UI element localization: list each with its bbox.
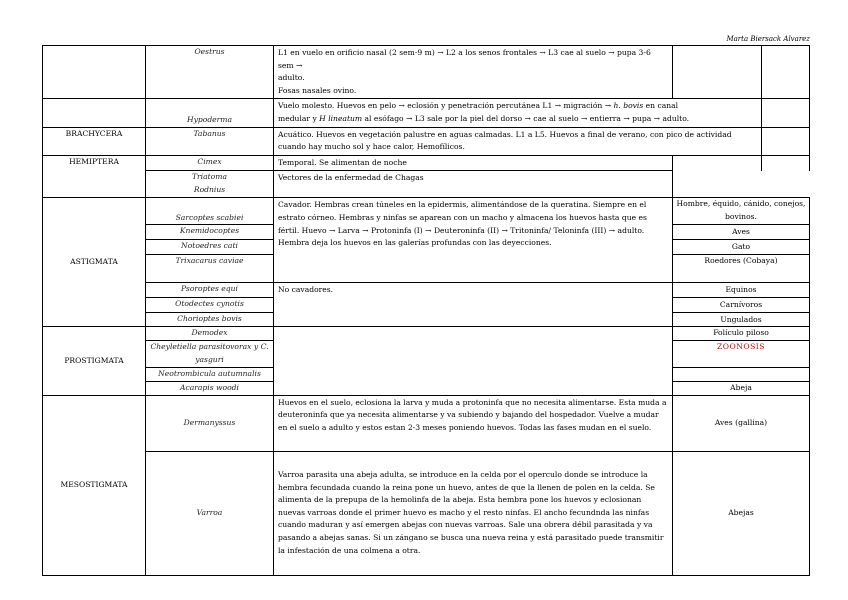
host-cell-empty bbox=[673, 171, 762, 198]
description-oestrus bbox=[274, 46, 673, 99]
extra-cell bbox=[762, 127, 810, 155]
order-brachycera: BRACHYCERA bbox=[43, 127, 146, 155]
species-triatoma-rodnius bbox=[146, 171, 274, 198]
table-row bbox=[43, 46, 810, 99]
author-name: Marta Biersack Alvarez bbox=[726, 35, 810, 43]
description-cavadores: Cavador. Hembras crean túneles en la epidermis, alimentándose de la queratina. Siempre en el estrato córneo. Hembras y ninfas se aparean con un macho y almacena los huevos hasta que es fértil. Huevo → Larva → Protoninfa (I) → Deuteroninfa (II) → Tritoninfa/ Teloninfa (III) → adulto. Hembra deja los huevos en las galerías profundas con las deyecciones. bbox=[274, 198, 673, 283]
description-dermanyssus: Huevos en el suelo, eclosiona la larva y muda a protoninfa que no necesita alimentarse. Esta muda a deuteroninfa que ya necesita alimentarse y va subiendo y bajando del hospedador. Vuelve a mudar en el suelo a adulto y estos estan 2-3 meses poniendo huevos. Todas las fases mudan en el suelo. bbox=[274, 395, 673, 451]
host-cell-empty bbox=[673, 155, 762, 171]
species-trixacarus: Trixacarus caviae bbox=[146, 255, 274, 283]
host-varroa: Abejas bbox=[673, 451, 810, 575]
host-notoedres: Gato bbox=[673, 240, 810, 255]
extra-cell bbox=[762, 99, 810, 127]
species-knemidocoptes: Knemidocoptes bbox=[146, 225, 274, 240]
hypoderma-text-a: Vuelo molesto. Huevos en pelo → eclosión y penetración percutánea L1 → migración → bbox=[278, 101, 614, 111]
table-row bbox=[43, 451, 810, 575]
species-neotrombicula: Neotrombicula autumnalis bbox=[146, 367, 274, 381]
extra-cell bbox=[762, 155, 810, 171]
description-cimex: Temporal. Se alimentan de noche bbox=[274, 155, 673, 171]
description-triatoma: Vectores de la enfermedad de Chagas bbox=[274, 171, 673, 198]
extra-cell bbox=[762, 46, 810, 99]
table-row bbox=[43, 127, 810, 155]
species-sarcoptes: Sarcoptes scabiei bbox=[146, 198, 274, 225]
species-cheyletiella: Cheyletiella parasitovorax y C. yasguri bbox=[146, 340, 274, 367]
host-psoroptes: Equinos bbox=[673, 283, 810, 298]
description-no-cavadores: No cavadores. bbox=[274, 283, 673, 327]
species-otodectes: Otodectes cynotis bbox=[146, 298, 274, 313]
zoonosis-label: ZOONOSIS bbox=[716, 341, 765, 351]
table-row bbox=[43, 171, 810, 198]
host-trixacarus: Roedores (Cobaya) bbox=[673, 255, 810, 283]
table-row bbox=[43, 395, 810, 451]
order-astigmata: ASTIGMATA bbox=[43, 198, 146, 327]
table-row bbox=[43, 198, 810, 225]
description-hypoderma bbox=[274, 99, 762, 127]
order-cell-empty bbox=[43, 46, 146, 99]
oestrus-line-2: adulto. bbox=[278, 73, 305, 83]
order-prostigmata: PROSTIGMATA bbox=[43, 327, 146, 395]
species-psoroptes: Psoroptes equi bbox=[146, 283, 274, 298]
host-cheyletiella bbox=[673, 340, 810, 367]
order-hemiptera: HEMIPTERA bbox=[43, 155, 146, 198]
oestrus-line-1: L1 en vuelo en orificio nasal (2 sem-9 m) → L2 a los senos frontales → L3 cae al suelo → pupa 3-6 sem → bbox=[278, 48, 651, 70]
species-chorioptes: Chorioptes bovis bbox=[146, 313, 274, 327]
host-dermanyssus: Aves (gallina) bbox=[673, 395, 810, 451]
species-triatoma: Triatoma bbox=[191, 172, 227, 182]
oestrus-line-3: Fosas nasales ovino. bbox=[278, 85, 357, 95]
host-demodex: Folículo piloso bbox=[673, 327, 810, 341]
hypoderma-text-f: al esófago → L3 sale por la piel del dorso → cae al suelo → entierra → pupa → adulto. bbox=[362, 113, 690, 123]
parasite-table bbox=[42, 45, 810, 576]
table-row bbox=[43, 155, 810, 171]
species-notoedres: Notoedres cati bbox=[146, 240, 274, 255]
species-hypoderma: Hypoderma bbox=[146, 99, 274, 127]
description-varroa: Varroa parasita una abeja adulta, se introduce en la celda por el operculo donde se introduce la hembra fecundada cuando la reina pone un huevo, antes de que la llenen de polen en la celda. Se alimenta de la prepupa de la hemolinfa de la abeja. Esta hembra pone los huevos y eclosionan nuevas varroas donde el primer huevo es macho y el resto ninfas. El ancho fecundnda las ninfas cuando maduran y así emergen abejas con nuevas varroas. Sale una obrera débil parasitada y va pasando a abejas sanas. Si un zángano se busca una nueva reina y está parasitado puede transmitir la infestación de una colmena a otra. bbox=[274, 451, 673, 575]
extra-cell bbox=[762, 171, 810, 198]
description-tabanus: Acuático. Huevos en vegetación palustre en aguas calmadas. L1 a L5. Huevos a final de verano, con pico de actividad cuando hay mucho sol y hace calor, Hemofílicos. bbox=[274, 127, 762, 155]
table-row bbox=[43, 99, 810, 127]
hypoderma-text-e: H lineatum bbox=[319, 113, 363, 123]
order-cell-empty bbox=[43, 99, 146, 127]
hypoderma-text-d: medular y bbox=[278, 113, 320, 123]
hypoderma-text-b: h. bovis bbox=[613, 101, 644, 111]
table-row bbox=[43, 327, 810, 341]
order-mesostigmata: MESOSTIGMATA bbox=[43, 395, 146, 575]
species-tabanus: Tabanus bbox=[146, 127, 274, 155]
host-knemidocoptes: Aves bbox=[673, 225, 810, 240]
species-cimex: Cimex bbox=[146, 155, 274, 171]
table-row bbox=[43, 283, 810, 298]
species-dermanyssus: Dermanyssus bbox=[146, 395, 274, 451]
description-prostigmata-empty bbox=[274, 327, 673, 395]
host-sarcoptes: Hombre, équido, cánido, conejos, bovinos. bbox=[673, 198, 810, 225]
species-demodex: Demodex bbox=[146, 327, 274, 341]
hypoderma-text-c: en canal bbox=[643, 101, 679, 111]
host-cell-empty bbox=[673, 46, 762, 99]
species-varroa: Varroa bbox=[146, 451, 274, 575]
host-acarapis: Abeja bbox=[673, 381, 810, 395]
host-neotrombicula-empty bbox=[673, 367, 810, 381]
species-acarapis: Acarapis woodi bbox=[146, 381, 274, 395]
host-chorioptes: Ungulados bbox=[673, 313, 810, 327]
species-oestrus: Oestrus bbox=[146, 46, 274, 99]
species-rodnius: Rodnius bbox=[193, 184, 226, 194]
host-otodectes: Carnívoros bbox=[673, 298, 810, 313]
